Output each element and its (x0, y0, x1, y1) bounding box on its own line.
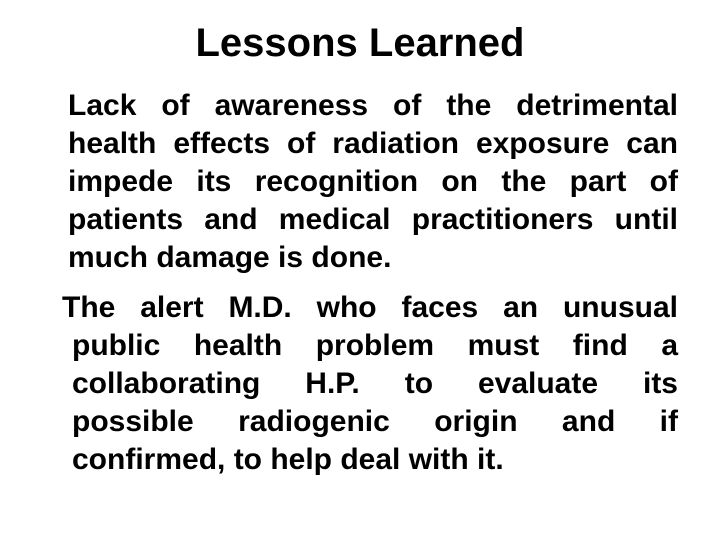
paragraph-2-line-5: confirmed, to help deal with it. (72, 443, 504, 476)
paragraph-2-line-1: The alert M.D. who faces an unusual (62, 291, 678, 324)
slide (0, 19, 720, 559)
paragraph-1-line-5: much damage is done. (68, 241, 392, 274)
paragraph-2-line-4: possible radiogenic origin and if (72, 405, 678, 438)
paragraph-2-line-3: collaborating H.P. to evaluate its (72, 367, 678, 400)
paragraph-1-line-2: health effects of radiation exposure can (68, 127, 678, 160)
paragraph-2-line-2: public health problem must find a (72, 329, 678, 362)
paragraph-alert-md (62, 289, 678, 479)
slide-title: Lessons Learned (195, 21, 525, 65)
slide-body (0, 87, 720, 479)
paragraph-1-line-1: Lack of awareness of the detrimental (68, 89, 678, 122)
paragraph-1-line-4: patients and medical practitioners until (68, 203, 678, 236)
paragraph-lack-of-awareness (68, 87, 678, 277)
paragraph-1-line-3: impede its recognition on the part of (68, 165, 678, 198)
